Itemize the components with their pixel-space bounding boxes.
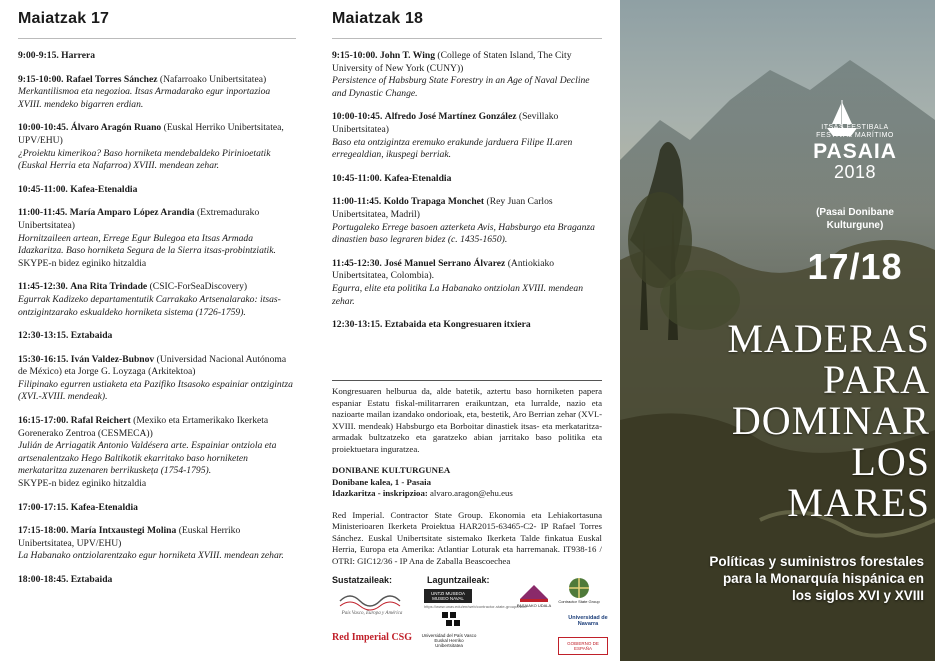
program-entry: [18, 525, 296, 563]
entry-time: 9:00-9:15. Harrera: [18, 50, 96, 61]
subtitle-line: para la Monarquía hispánica en: [722, 571, 924, 586]
talk-title: Merkantilismoa eta negozioa. Itsas Armadarako egur inportazioa XVIII. mendeko bigarren erdian.: [18, 86, 271, 110]
speaker-name: Álvaro Aragón Ruano: [70, 122, 162, 134]
program-entry: [18, 330, 296, 343]
gobierno-logo: GOBIERNO DE ESPAÑA: [558, 637, 608, 655]
program-entry: [18, 502, 296, 515]
talk-title: La Habanako ontziolarentzako egur horniketa XVIII. mendean zehar.: [18, 550, 284, 562]
speaker-affiliation: (Euskal Herriko Unibertsitatea, UPV/EHU): [18, 525, 241, 549]
cover-subtitle: [660, 553, 924, 604]
festival-brand: PASAIA: [813, 140, 897, 163]
entry-time: 9:15-10:00.: [332, 50, 378, 61]
talk-title: Portugaleko Errege basoen azterketa Avis, Habsburgo eta Braganza dinastien baso legraren bidez (c. 1435-1650).: [332, 221, 595, 246]
festival-year: 2018: [833, 162, 877, 182]
venue-place: [780, 206, 930, 232]
entry-time: 10:00-10:45.: [18, 122, 69, 134]
title-line: PARA: [822, 357, 930, 402]
ehu-logo: [432, 609, 472, 631]
cover-title: [680, 318, 930, 523]
speaker-name: John T. Wing: [379, 50, 435, 61]
festival-label: [790, 124, 920, 140]
speaker-name: María Amparo López Arandia: [69, 207, 195, 219]
festival-line2: FESTIVAL MARÍTIMO: [816, 132, 894, 139]
red-imperial-text: Red Imperial CSG: [332, 631, 412, 643]
project-url[interactable]: https://www.unav.edu/en/web/contractor-state-group/inicio: [424, 604, 527, 609]
subtitle-line: Políticas y suministros forestales: [709, 554, 924, 569]
ehu-logo-text: [420, 633, 478, 648]
speaker-name: Alfredo José Martínez González: [384, 111, 517, 123]
pasaiako-udala-text: PASAIAKO UDALA: [516, 603, 552, 608]
entry-time: 16:15-17:00.: [18, 415, 69, 427]
program-entry: [18, 207, 296, 270]
globe-icon: [565, 576, 593, 600]
speaker-affiliation: (Extremadurako Unibertsitatea): [18, 207, 260, 231]
entry-time: 11:45-12:30.: [332, 257, 382, 269]
entry-time: 11:00-11:45.: [332, 196, 382, 208]
title-line: DOMINAR: [731, 398, 930, 443]
speaker-name: Koldo Trapaga Monchet: [383, 196, 485, 208]
subtitle-line: los siglos XVI y XVIII: [791, 588, 924, 603]
program-entry: [332, 173, 602, 186]
registration-email[interactable]: alvaro.aragon@ehu.eus: [430, 488, 513, 498]
entry-time: 10:00-10:45.: [332, 111, 383, 123]
entry-time: 12:30-13:15. Eztabaida eta Kongresuaren itxiera: [332, 319, 531, 331]
ehu-name-eu: Euskal Herriko Unibertsitatea: [434, 638, 464, 648]
talk-title: Persistence of Habsburg State Forestry in an Age of Naval Decline and Dynastic Change.: [332, 75, 590, 99]
program-entry: [18, 354, 296, 404]
speaker-affiliation: (CSIC-ForSeaDiscovery): [149, 281, 248, 293]
venue-address: Donibane kalea, 1 - Pasaia: [332, 476, 431, 487]
speaker-affiliation: (Euskal Herriko Unibertsitatea, UPV/EHU): [18, 122, 284, 146]
logos-area: [332, 575, 612, 661]
event-dates: 17/18: [807, 246, 903, 287]
program-entry: [18, 574, 296, 587]
entry-time: 11:45-12:30.: [18, 281, 68, 293]
entry-time: 18:00-18:45. Eztabaida: [18, 574, 113, 585]
speaker-affiliation: (College of Staten Island, The City University of New York (CUNY)): [332, 50, 572, 74]
speaker-affiliation: (Nafarroako Unibertsitatea): [159, 73, 267, 85]
ehu-name-es: Universidad del País Vasco: [421, 633, 477, 638]
program-entry: [332, 196, 602, 246]
entry-time: 10:45-11:00. Kafea-Etenaldia: [18, 183, 138, 195]
place-line1: (Pasai Donibane: [816, 207, 894, 218]
speaker-name: Rafael Torres Sánchez: [65, 73, 158, 85]
speaker-name: José Manuel Serrano Álvarez: [384, 257, 506, 269]
untzi-museoa-logo: UNTZI MUSEOA MUSEO NAVAL: [424, 589, 472, 603]
title-line: MADERAS: [727, 316, 930, 361]
entry-time: 17:15-18:00.: [18, 525, 69, 537]
congress-purpose: Kongresuaren helburua da, alde batetik, aztertu baso horniketen papera espaniar Estatu fiskal-militarraren eraikuntzan, eta lurralde, nazio eta nazioarte mailan izandako ondorioak, eta, bestetik, Aro Berrian zehar (XVI.-XVIII. mendeak) Habsburgo eta Borboitar dinastiek itsas- eta merkataritza-armadak bultzatzeko eta garatzeko abian jarritako baso politika eta proiektuetara inguratzea.: [332, 386, 602, 454]
venue-name: DONIBANE KULTURGUNEA: [332, 465, 451, 475]
entry-time: 17:00-17:15. Kafea-Etenaldia: [18, 501, 138, 513]
venue-block: [332, 465, 602, 500]
day2-column: [332, 0, 602, 332]
program-entry: [18, 122, 296, 172]
cover-panel: [620, 0, 935, 661]
talk-note: SKYPE-n bidez eginiko hitzaldia: [18, 478, 147, 490]
program-entry: [18, 415, 296, 491]
title-line: MARES: [787, 480, 930, 525]
talk-title: Julián de Arriagatik Antonio Valdésera arte. Espainiar ontziola eta artsenalentzako Hego Baltikotik ekarritako baso horniketen merkataritza zuzenaren berrikuskeța (1754-1795).: [18, 440, 277, 477]
entry-time: 15:30-16:15.: [18, 353, 69, 365]
registration-label: Idazkaritza - inskripzioa:: [332, 488, 428, 498]
pasaia-emblem-icon: [514, 581, 554, 603]
talk-title: ¿Proiektu kimerikoa? Baso horniketa mendebaldeko Pirinioetatik (Euskal Herria eta Nafarroa) XVIII. mendean zehar.: [18, 147, 271, 172]
unav-logo: Universidad de Navarra: [568, 615, 608, 627]
entry-time: 9:15-10:00.: [18, 73, 64, 85]
day1-column: [18, 0, 296, 587]
speaker-name: Ana Rita Trindade: [70, 281, 148, 293]
program-entry: [332, 111, 602, 161]
speaker-name: Rafal Reichert: [70, 415, 131, 427]
contractor-state-logo: [564, 575, 594, 601]
entry-time: 12:30-13:15. Eztabaida: [18, 330, 113, 342]
title-line: LOS: [851, 439, 930, 484]
talk-title: Baso eta ontzigintza eremuko erakunde jarduera Filipe II.aren erregealdian, ikuspegi berriak.: [332, 136, 573, 161]
program-entry: [18, 281, 296, 319]
program-entry: [332, 319, 602, 332]
day2-title: Maiatzak 18: [332, 0, 602, 39]
contractor-state-text: Contractor State Group: [558, 599, 600, 604]
speaker-affiliation: (Sevillako Unibertsitatea): [332, 111, 559, 135]
speaker-name: María Intxaustegi Molina: [70, 525, 177, 537]
talk-title: Hornitzaileen artean, Errege Egur Bulegoa eta Itsas Armada Idazkaritza. Baso horniketa Segura de la Sierra itsas-probintziatik.: [18, 232, 276, 257]
congress-info: [332, 380, 602, 567]
entry-time: 11:00-11:45.: [18, 207, 68, 219]
speaker-affiliation: (Rey Juan Carlos Unibertsitatea, Madril): [332, 196, 553, 220]
program-entry: [18, 50, 296, 63]
place-line2: Kulturgune): [826, 220, 884, 231]
talk-title: Egurrak Kadizeko departamentutik Carrakako Artsenalarako: itsas-ontzigintzarako eskualdeko horniketa sistema (1726-1759).: [18, 293, 281, 318]
ehu-emblem-icon: [440, 610, 464, 630]
program-entry: [18, 74, 296, 112]
entry-time: 10:45-11:00. Kafea-Etenaldia: [332, 172, 452, 184]
pasaiako-udala-logo: [514, 581, 554, 603]
talk-note: SKYPE-n bidez eginiko hitzaldia: [18, 257, 147, 269]
program-entry: [332, 50, 602, 100]
speaker-name: Iván Valdez-Bubnov: [70, 353, 155, 365]
sponsors-label: Sustatzaileak:: [332, 575, 393, 585]
day1-title: Maiatzak 17: [18, 0, 296, 39]
funding-credit: Red Imperial. Contractor State Group. Ekonomia eta Lehiakortasuna Ministerioaren Ikerketa Proiektua HAR2015-63465-C2- IP Rafael Torres Sánchez. Euskal Unibertsitate sistemako Ikerketa Talde finkatua Euskal Herria, Europa eta Amerika: Atlantiar Loturak eta harremanak. IT938-16 / OTRI: GIC12/36 - IP Ana de Zaballa Beascoechea: [332, 509, 602, 566]
pais-vasco-logo-text: Pais Vasco, Europa y América: [341, 611, 403, 616]
talk-title: Filipinako egurren ustiaketa eta Pazifiko Itsasoko espainiar ontzigintza (XVI.-XVIII. mendeak).: [18, 378, 293, 403]
speaker-affiliation: (Universidad Nacional Autónoma de México) eta Jorge G. Loyzaga (Arkitektoa): [18, 353, 287, 378]
speaker-affiliation: (Antiokiako Unibertsitatea, Colombia).: [332, 257, 555, 282]
festival-line1: ITSAS FESTIBALA: [821, 124, 889, 131]
speaker-affiliation: (Mexiko eta Ertamerikako Ikerketa Gorenerako Zentroa (CESMECA)): [18, 415, 269, 439]
red-imperial-logo: [332, 623, 412, 651]
talk-title: Egurra, elite eta politika La Habanako ontziolan XVIII. mendean zehar.: [332, 282, 583, 307]
program-entry: [18, 184, 296, 197]
program-entry: [332, 258, 602, 308]
collaborators-label: Laguntzaileak:: [427, 575, 490, 585]
